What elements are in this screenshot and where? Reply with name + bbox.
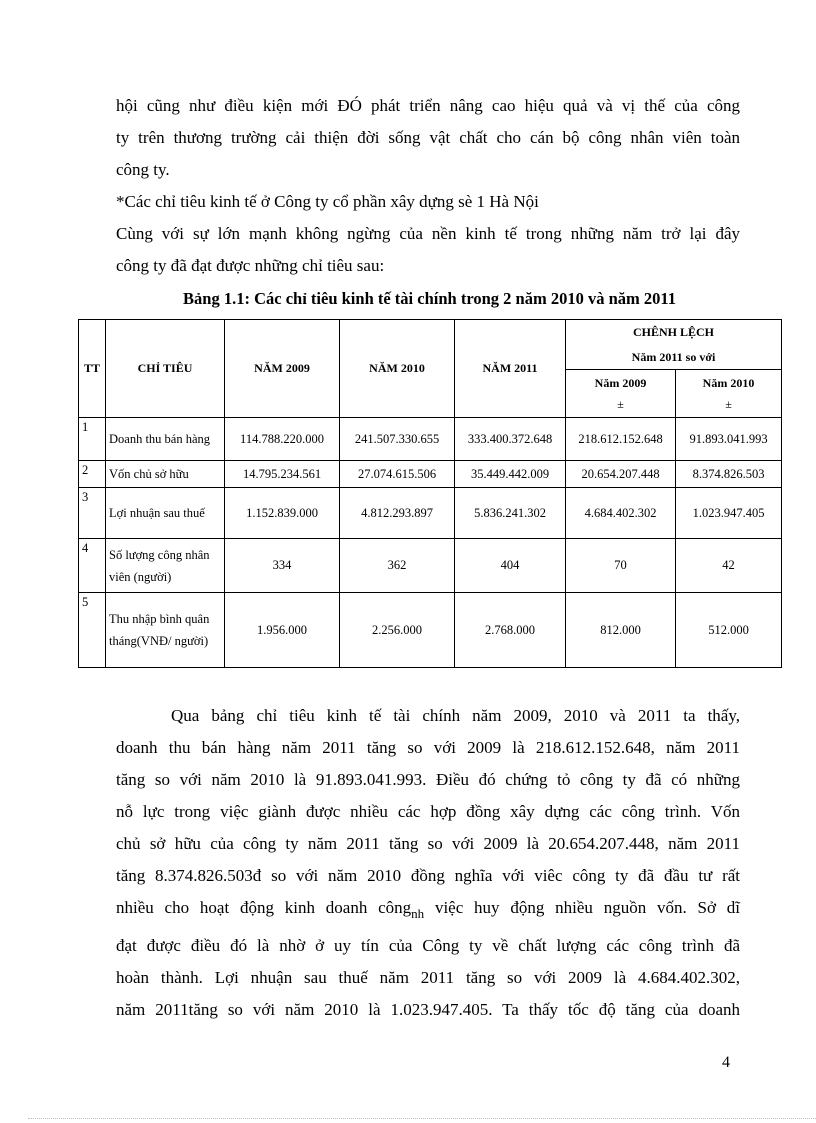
table-row <box>79 593 782 668</box>
subscript-fragment: nh <box>411 906 425 921</box>
table-row <box>79 539 782 593</box>
row-number: 2 <box>79 461 106 488</box>
section-heading: *Các chỉ tiêu kinh tế ở Công ty cổ phần xây dựng sè 1 Hà Nội <box>116 192 539 211</box>
row-indicator: Thu nhập bình quân tháng(VNĐ/ người) <box>106 593 225 668</box>
table-row <box>79 461 782 488</box>
row-indicator: Lợi nhuận sau thuế <box>106 488 225 539</box>
row-number: 4 <box>79 539 106 593</box>
cell-diff-2010: 1.023.947.405 <box>676 488 782 539</box>
cell-2011: 5.836.241.302 <box>455 488 566 539</box>
cell-2011: 35.449.442.009 <box>455 461 566 488</box>
text-fragment: nhiều cho hoạt động kinh doanh công <box>116 898 412 917</box>
cell-diff-2010: 512.000 <box>676 593 782 668</box>
page-number: 4 <box>722 1054 730 1071</box>
row-number: 1 <box>79 418 106 461</box>
cell-diff-2010: 42 <box>676 539 782 593</box>
table-caption: Bảng 1.1: Các chỉ tiêu kinh tế tài chính trong 2 năm 2010 và năm 2011 <box>183 289 676 308</box>
cell-2010: 2.256.000 <box>340 593 455 668</box>
text-line: Cùng với sự lớn mạnh không ngừng của nền kinh tế trong những năm trở lại đây <box>116 224 740 243</box>
plus-minus-sign: ± <box>725 396 732 411</box>
text-line <box>116 892 740 930</box>
header-diff-2010 <box>676 370 782 418</box>
cell-2010: 362 <box>340 539 455 593</box>
cell-diff-2009: 20.654.207.448 <box>566 461 676 488</box>
financial-indicators-table <box>78 319 782 668</box>
header-difference-sub: Năm 2011 so với <box>566 346 782 370</box>
header-year-2010: NĂM 2010 <box>340 320 455 418</box>
header-diff-2009 <box>566 370 676 418</box>
cell-diff-2010: 91.893.041.993 <box>676 418 782 461</box>
row-indicator: Vốn chủ sở hữu <box>106 461 225 488</box>
text-line: ty trên thương trường cải thiện đời sống vật chất cho cán bộ công nhân viên toàn <box>116 128 740 147</box>
cell-2009: 114.788.220.000 <box>225 418 340 461</box>
cell-2011: 2.768.000 <box>455 593 566 668</box>
text-line: hội cũng như điều kiện mới ĐÓ phát triển nâng cao hiệu quả và vị thế của công <box>116 96 740 115</box>
cell-2010: 241.507.330.655 <box>340 418 455 461</box>
cell-2011: 333.400.372.648 <box>455 418 566 461</box>
row-indicator: Doanh thu bán hàng <box>106 418 225 461</box>
text-line: công ty đã đạt được những chỉ tiêu sau: <box>116 256 385 275</box>
text-line: tăng so với năm 2010 là 91.893.041.993. Điều đó chứng tỏ công ty đã có những <box>116 770 740 789</box>
cell-2010: 27.074.615.506 <box>340 461 455 488</box>
cell-2009: 1.152.839.000 <box>225 488 340 539</box>
row-number: 5 <box>79 593 106 668</box>
cell-diff-2010: 8.374.826.503 <box>676 461 782 488</box>
intro-paragraph <box>116 90 740 282</box>
cell-2009: 14.795.234.561 <box>225 461 340 488</box>
header-diff-2009-label: Năm 2009 <box>594 375 647 390</box>
header-tt: TT <box>79 320 106 418</box>
cell-diff-2009: 218.612.152.648 <box>566 418 676 461</box>
header-diff-2010-label: Năm 2010 <box>702 375 755 390</box>
text-fragment: việc huy động nhiều nguồn vốn. Sở dĩ <box>424 898 740 917</box>
cell-2009: 1.956.000 <box>225 593 340 668</box>
text-line: Qua bảng chỉ tiêu kinh tế tài chính năm 2009, 2010 và 2011 ta thấy, <box>171 706 740 725</box>
header-indicator: CHỈ TIÊU <box>106 320 225 418</box>
row-number: 3 <box>79 488 106 539</box>
analysis-paragraph <box>116 700 740 1026</box>
text-line: nỗ lực trong việc giành được nhiều các hợp đồng xây dựng các công trình. Vốn <box>116 802 740 821</box>
table-row <box>79 418 782 461</box>
table-row <box>79 488 782 539</box>
plus-minus-sign: ± <box>617 396 624 411</box>
text-line: hoàn thành. Lợi nhuận sau thuế năm 2011 tăng so với 2009 là 4.684.402.302, <box>116 968 740 987</box>
text-line: chủ sở hữu của công ty năm 2011 tăng so với 2009 là 20.654.207.448, năm 2011 <box>116 834 740 853</box>
cell-diff-2009: 4.684.402.302 <box>566 488 676 539</box>
header-year-2011: NĂM 2011 <box>455 320 566 418</box>
text-line: tăng 8.374.826.503đ so với năm 2010 đồng nghĩa với viêc công ty đã đầu tư rất <box>116 866 740 885</box>
page-boundary-divider <box>28 1118 816 1119</box>
cell-2009: 334 <box>225 539 340 593</box>
cell-diff-2009: 70 <box>566 539 676 593</box>
text-line: đạt được điều đó là nhờ ở uy tín của Công ty về chất lượng các công trình đã <box>116 936 740 955</box>
header-difference: CHÊNH LỆCH <box>566 320 782 346</box>
header-year-2009: NĂM 2009 <box>225 320 340 418</box>
cell-2011: 404 <box>455 539 566 593</box>
cell-diff-2009: 812.000 <box>566 593 676 668</box>
text-line: năm 2011tăng so với năm 2010 là 1.023.947.405. Ta thấy tốc độ tăng của doanh <box>116 1000 740 1019</box>
text-line: doanh thu bán hàng năm 2011 tăng so với 2009 là 218.612.152.648, năm 2011 <box>116 738 740 757</box>
cell-2010: 4.812.293.897 <box>340 488 455 539</box>
row-indicator: Số lượng công nhân viên (người) <box>106 539 225 593</box>
text-line: công ty. <box>116 160 170 179</box>
